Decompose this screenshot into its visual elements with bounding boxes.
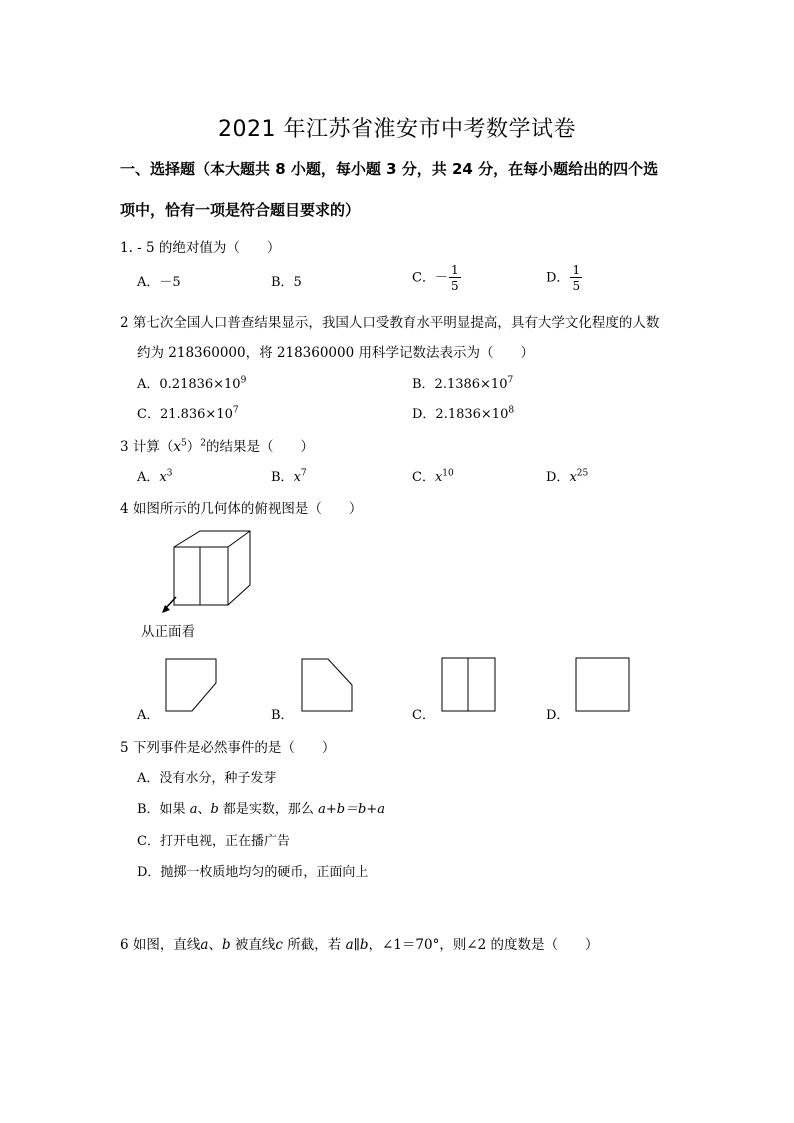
option-d-figure: [574, 656, 632, 714]
option-c-prefix: C．－: [412, 270, 448, 286]
question-2-option-d: [412, 403, 514, 422]
question-4-option-b-label: B．: [271, 708, 294, 723]
solid-edge-slant: [228, 531, 250, 547]
question-6-stem: [120, 933, 599, 953]
parallel-relation: a∥b: [345, 937, 369, 953]
variable-x: x: [173, 439, 182, 455]
question-2-option-c: [137, 403, 239, 422]
question-3-stem: [120, 435, 314, 455]
question-2-option-b: [412, 373, 513, 392]
question-1-option-c: [412, 264, 461, 292]
variable-b: b: [221, 937, 231, 953]
question-5-option-d: D．抛掷一枚质地均匀的硬币，正面向上: [137, 865, 369, 880]
stem-paren: ）: [186, 439, 201, 455]
option-a-figure: [164, 657, 220, 715]
exponent: 3: [166, 468, 173, 479]
numerator: 1: [572, 263, 581, 277]
denominator: 5: [572, 279, 581, 293]
option-text: A．0.21836×10: [137, 377, 241, 392]
stem-middle-1: 被直线: [230, 937, 276, 953]
variable-c: c: [275, 937, 283, 953]
variable-a: a: [200, 937, 209, 953]
exponent: 7: [300, 468, 307, 479]
option-label: B．: [271, 470, 294, 485]
outer-exponent: 2: [200, 438, 206, 449]
option-d-prefix: D．: [546, 270, 570, 286]
question-5-stem: 5 下列事件是必然事件的是（ ）: [120, 740, 336, 756]
stem-middle-2: 所截，若: [282, 937, 346, 953]
option-b-prefix: B．如果: [137, 802, 190, 817]
stem-prefix: 3 计算（: [120, 439, 174, 455]
option-text: B．2.1386×10: [412, 377, 508, 392]
option-label: A．: [137, 470, 160, 485]
question-2-option-a: [137, 373, 246, 392]
page-title: 2021 年江苏省淮安市中考数学试卷: [218, 117, 576, 142]
solid-figure: [160, 525, 260, 615]
denominator: 5: [450, 279, 459, 293]
exponent: 7: [232, 405, 239, 416]
exponent: 7: [507, 375, 514, 386]
exponent: 25: [576, 468, 589, 479]
exponent: 10: [442, 468, 454, 479]
question-2-stem-line2: 约为 218360000，将 218360000 用科学记数法表示为（ ）: [137, 345, 534, 361]
variable-x: x: [293, 470, 301, 485]
question-1-stem: 1. - 5 的绝对值为（ ）: [120, 240, 281, 256]
stem-suffix: ，∠1＝70°，则∠2 的度数是（ ）: [368, 937, 599, 953]
option-c-figure: [440, 656, 498, 714]
fraction: [449, 264, 461, 292]
view-direction-label: 从正面看: [141, 624, 195, 640]
separator: 、: [197, 802, 211, 817]
stem-prefix: 6 如图，直线: [120, 937, 201, 953]
variable-x: x: [159, 470, 167, 485]
option-label: D．: [546, 470, 570, 485]
question-2-stem-line1: 2 第七次全国人口普查结果显示，我国人口受教育水平明显提高，具有大学文化程度的人数: [120, 315, 660, 331]
option-b-figure: [300, 657, 356, 715]
question-3-option-d: [546, 466, 588, 485]
inner-exponent: 5: [181, 438, 187, 449]
question-5-option-b: [137, 798, 385, 817]
question-1-option-a: A．－5: [137, 275, 181, 290]
section-heading-line1: 一、选择题（本大题共 8 小题，每小题 3 分，共 24 分，在每小题给出的四个选: [120, 160, 659, 178]
question-4-option-d-label: D．: [546, 708, 570, 723]
question-3-option-c: [412, 466, 454, 485]
arrow-head-icon: [162, 605, 170, 613]
variable-a: a: [189, 802, 198, 817]
numerator: 1: [450, 263, 459, 277]
option-text: C．21.836×10: [137, 407, 233, 422]
question-5-option-a: A．没有水分，种子发芽: [137, 771, 277, 786]
variable-x: x: [569, 470, 577, 485]
option-label: C．: [412, 470, 435, 485]
option-text: D．2.1836×10: [412, 407, 509, 422]
exponent: 9: [240, 375, 247, 386]
question-4-option-c-label: C．: [412, 708, 435, 723]
variable-b: b: [210, 802, 219, 817]
question-1-option-b: B．5: [271, 275, 302, 290]
question-4-stem: 4 如图所示的几何体的俯视图是（ ）: [120, 501, 363, 517]
question-4-option-a-label: A．: [137, 708, 160, 723]
option-b-middle: 都是实数，那么: [218, 802, 319, 817]
exponent: 8: [508, 405, 515, 416]
solid-outline: [174, 531, 250, 605]
variable-x: x: [434, 470, 443, 485]
stem-suffix: 的结果是（ ）: [205, 439, 314, 455]
question-5-option-c: C．打开电视，正在播广告: [137, 834, 290, 849]
question-3-option-a: [137, 466, 172, 485]
question-3-option-b: [271, 466, 307, 485]
separator: 、: [208, 937, 222, 953]
fraction: [570, 264, 582, 292]
question-1-option-d: [546, 264, 582, 292]
equation: a+b＝b+a: [318, 802, 385, 817]
section-heading-line2: 项中，恰有一项是符合题目要求的）: [120, 201, 361, 219]
